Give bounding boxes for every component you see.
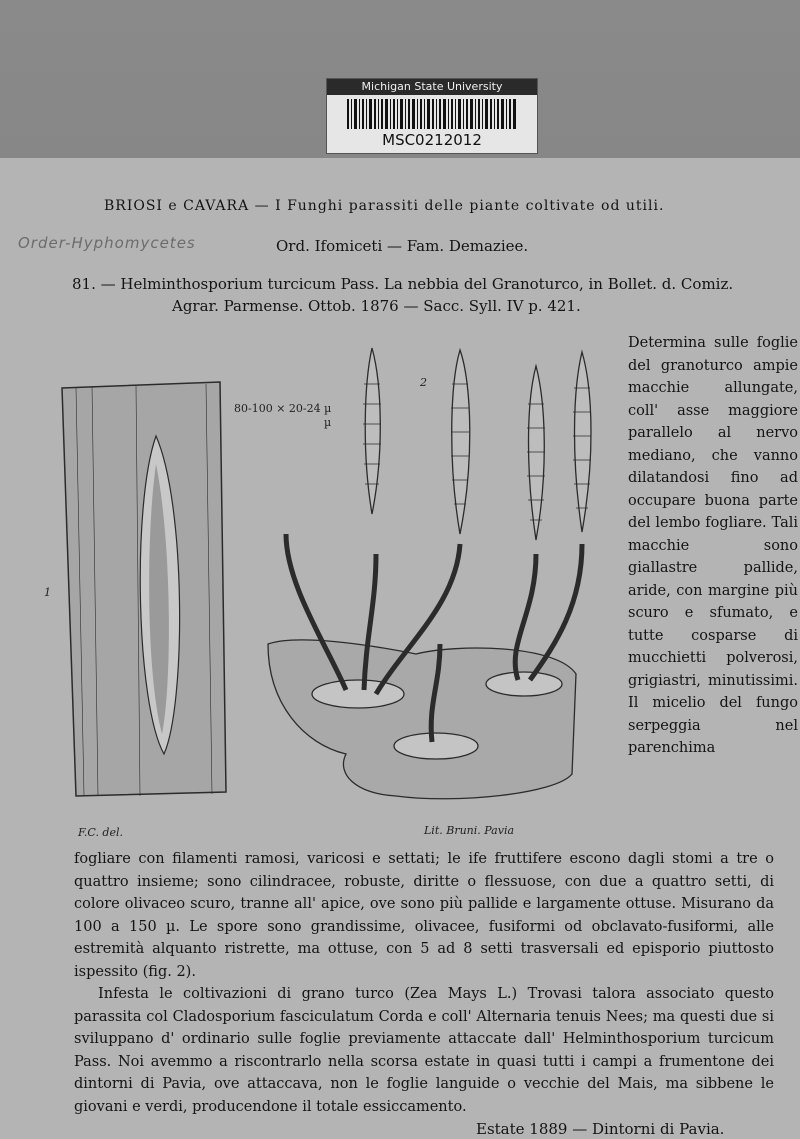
botanical-illustration [36, 344, 600, 844]
description-body [74, 848, 774, 1118]
herbarium-sheet [0, 158, 800, 1139]
description-paragraph-2: Infesta le coltivazioni di grano turco (Zea Mays L.) Trovasi talora associato questo parassita col Cladosporium fasciculatum Corda e coll' Alternaria tenuis Nees; ma questi due si sviluppano d' ordinario sulle foglie previamente attaccate dall' Helminthosporium turcicum Pass. Noi avemmo a riscontrarlo nella scorsa estate in quasi tutti i campi a frumentone dei dintorni di Pavia, ove attaccava, non le foglie languide o vecchie del Mais, ma sibbene le giovani e verdi, producendone il totale essiccamento. [74, 986, 774, 1115]
handwritten-note: Order-Hyphomycetes [18, 234, 196, 252]
description-side-column: Determina sulle foglie del granoturco ampie macchie allungate, coll' asse maggiore parallelo al nervo mediano, che vanno dilatandosi fino ad occupare buona parte del lembo fogliare. Tali macchie sono giallastre pallide, aride, con margine più scuro e sfumato, e tutte cosparse di mucchietti polverosi, grigiastri, minutissimi. Il micelio del fungo serpeggia nel parenchima [628, 335, 798, 756]
entry-line-2: Agrar. Parmense. Ottob. 1876 — Sacc. Syll. IV p. 421. [172, 297, 581, 315]
specimen-label [326, 78, 538, 154]
barcode [347, 99, 517, 129]
order-family-line: Ord. Ifomiceti — Fam. Demaziee. [276, 237, 529, 255]
lithographer-credit: Lit. Bruni. Pavia [424, 824, 515, 837]
measurement-unit: µ [324, 416, 332, 429]
description-paragraph-1: fogliare con filamenti ramosi, varicosi e settati; le ife fruttifere escono dagli stomi a tre o quattro insieme; sono cilindracee, robuste, diritte o flessuose, con due a quattro setti, di colore olivaceo scuro, tranne all' apice, ove sono più pallide e largamente ottuse. Misurano da 100 a 150 µ. Le spore sono grandissime, olivacee, fusiformi od obclavato-fusiformi, alle estremità alquanto ristrette, ma ottuse, con 5 ad 8 setti trasversali ed episporio piuttosto ispessito (fig. 2). [74, 851, 774, 980]
figure-label-2: 2 [420, 376, 427, 389]
institution-name: Michigan State University [327, 79, 537, 95]
conidiophores-figure [268, 348, 591, 799]
leaf-segment-figure [62, 382, 226, 796]
specimen-code: MSC0212012 [382, 131, 482, 149]
series-header: BRIOSI e CAVARA — I Funghi parassiti delle piante coltivate od utili. [104, 198, 665, 214]
collection-date-locality: Estate 1889 — Dintorni di Pavia. [476, 1120, 725, 1138]
entry-line-1: 81. — Helminthosporium turcicum Pass. La nebbia del Granoturco, in Bollet. d. Comiz. [72, 275, 734, 293]
spore-measurement: 80-100 × 20-24 µ [234, 402, 332, 415]
figure-label-1: 1 [44, 586, 51, 599]
illustrator-credit: F.C. del. [78, 826, 123, 839]
species-entry [72, 273, 772, 317]
